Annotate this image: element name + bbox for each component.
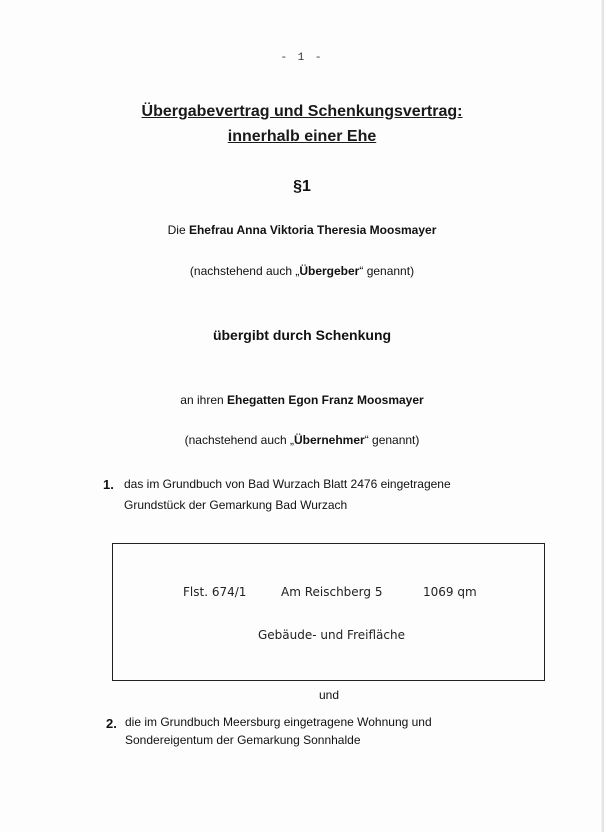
action-statement: übergibt durch Schenkung	[212, 327, 392, 343]
giver-note-after: “ genannt)	[359, 264, 415, 278]
parcel-area: 1069 qm	[423, 585, 477, 599]
receiver-name: Ehegatten Egon Franz Moosmayer	[227, 393, 424, 407]
item-2-line-2: Sondereigentum der Gemarkung Sonnhalde	[125, 733, 361, 747]
parcel-box	[112, 543, 545, 681]
document-title-line-1: Übergabevertrag und Schenkungsvertrag:	[141, 103, 463, 120]
receiver-prefix: an ihren	[180, 393, 227, 407]
item-1-text	[124, 474, 451, 516]
page-number: - 1 -	[280, 52, 324, 64]
giver-prefix: Die	[167, 223, 189, 237]
receiver-note-after: “ genannt)	[364, 433, 420, 447]
giver-name: Ehefrau Anna Viktoria Theresia Moosmayer	[188, 223, 437, 237]
item-2-number: 2.	[106, 716, 117, 731]
receiver-note-before: (nachstehend auch „	[184, 433, 294, 447]
item-1-number: 1.	[103, 477, 114, 492]
giver-line	[0, 223, 604, 237]
receiver-term: Übernehmer	[294, 433, 365, 447]
receiver-note	[0, 433, 604, 447]
section-heading: §1	[293, 178, 311, 195]
item-1-line-2: Grundstück der Gemarkung Bad Wurzach	[124, 498, 348, 512]
parcel-usage: Gebäude- und Freifläche	[258, 628, 405, 642]
parcel-address: Am Reischberg 5	[281, 585, 383, 599]
receiver-line	[0, 393, 604, 407]
parcel-number: Flst. 674/1	[183, 585, 247, 599]
document-title-line-2: innerhalb einer Ehe	[227, 128, 377, 145]
giver-note	[0, 264, 604, 278]
conjunction: und	[319, 688, 340, 702]
item-1-line-1: das im Grundbuch von Bad Wurzach Blatt 2476 eingetragene	[124, 477, 451, 491]
giver-note-before: (nachstehend auch „	[189, 264, 300, 278]
item-2-text	[125, 713, 432, 749]
giver-term: Übergeber	[299, 264, 360, 278]
item-2-line-1: die im Grundbuch Meersburg eingetragene Wohnung und	[125, 715, 432, 729]
